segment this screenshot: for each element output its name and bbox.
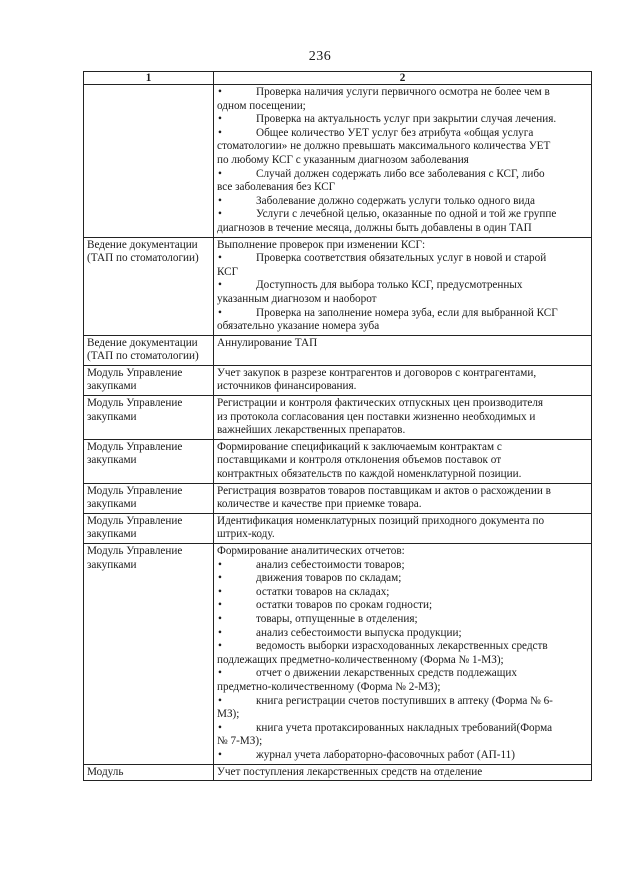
- text-line: одном посещении;: [217, 99, 306, 112]
- text-line: подлежащих предметно-количественному (Форма № 1-МЗ);: [217, 653, 504, 666]
- bullet-item: • остатки товаров по срокам годности;: [217, 599, 589, 613]
- text-line: поставщиками и контроля отклонения объемов поставок от: [217, 454, 502, 467]
- text-line: Формирование аналитических отчетов:: [217, 545, 405, 557]
- text-line: по любому КСГ с указанным диагнозом заболевания: [217, 153, 469, 166]
- section-name-cell: Модуль Управление закупками: [84, 544, 214, 765]
- table-row: [84, 764, 592, 781]
- bullet-item: • Проверка на актуальность услуг при закрытии случая лечения.: [217, 113, 589, 127]
- text-line: Регистрации и контроля фактических отпускных цен производителя: [217, 397, 544, 410]
- function-description-cell: [214, 396, 592, 440]
- text-line: контрактных обязательств по каждой номенклатурной позиции.: [217, 468, 522, 481]
- function-description-cell: [214, 544, 592, 765]
- function-description-cell: [214, 513, 592, 543]
- bullet-item: • Проверка на заполнение номера зуба, если для выбранной КСГ: [217, 307, 589, 321]
- bullet-item: • анализ себестоимости товаров;: [217, 559, 589, 573]
- table-row: [84, 513, 592, 543]
- text-line: № 7-МЗ);: [217, 735, 263, 748]
- text-line: диагнозов в течение месяца, должны быть добавлены в один ТАП: [217, 221, 532, 234]
- table-row: [84, 85, 592, 238]
- function-description-cell: [214, 365, 592, 395]
- table-row: [84, 483, 592, 513]
- requirements-table: [83, 71, 592, 781]
- text-line: МЗ);: [217, 708, 240, 721]
- text-line: КСГ: [217, 265, 239, 278]
- table-row: [84, 335, 592, 365]
- page-number: 236: [308, 49, 332, 64]
- text-line: источников финансирования.: [217, 380, 357, 393]
- bullet-item: • ведомость выборки израсходованных лекарственных средств: [217, 640, 589, 654]
- section-name-cell: [84, 85, 214, 238]
- text-line: штрих-коду.: [217, 528, 275, 541]
- text-line: важнейших лекарственных препаратов.: [217, 424, 406, 437]
- function-description-cell: [214, 85, 592, 238]
- text-line: все заболевания без КСГ: [217, 181, 336, 194]
- table-body: [84, 85, 592, 781]
- table-row: [84, 439, 592, 483]
- function-description-cell: [214, 764, 592, 781]
- bullet-item: • журнал учета лабораторно-фасовочных работ (АП-11): [217, 749, 589, 763]
- bullet-item: • отчет о движении лекарственных средств подлежащих: [217, 667, 589, 681]
- section-name-cell: Модуль Управление закупками: [84, 483, 214, 513]
- text-line: из протокола согласования цен поставки жизненно необходимых и: [217, 410, 536, 423]
- bullet-item: • анализ себестоимости выпуска продукции;: [217, 627, 589, 641]
- table-row: [84, 544, 592, 765]
- section-name-cell: Модуль Управление закупками: [84, 396, 214, 440]
- section-name-cell: Модуль Управление закупками: [84, 513, 214, 543]
- function-description-cell: [214, 439, 592, 483]
- table-row: [84, 237, 592, 335]
- text-line: стоматологии» не должно превышать максимального количества УЕТ: [217, 140, 551, 153]
- text-line: Идентификация номенклатурных позиций приходного документа по: [217, 514, 545, 527]
- text-line: указанным диагнозом и наоборот: [217, 292, 377, 305]
- text-line: Учет закупок в разрезе контрагентов и договоров с контрагентами,: [217, 366, 537, 379]
- section-name-cell: Ведение документации (ТАП по стоматологии): [84, 237, 214, 335]
- bullet-item: • Общее количество УЕТ услуг без атрибута «общая услуга: [217, 127, 589, 141]
- text-line: количестве и качестве при приемке товара.: [217, 498, 422, 511]
- section-name-cell: Модуль Управление закупками: [84, 439, 214, 483]
- function-description-cell: [214, 237, 592, 335]
- bullet-item: • Проверка наличия услуги первичного осмотра не более чем в: [217, 86, 589, 100]
- section-name-cell: Модуль: [84, 764, 214, 781]
- bullet-item: • движения товаров по складам;: [217, 572, 589, 586]
- section-name-cell: Модуль Управление закупками: [84, 365, 214, 395]
- column-header-1: 1: [84, 72, 214, 85]
- text-line: Аннулирование ТАП: [217, 336, 318, 349]
- function-description-cell: [214, 335, 592, 365]
- bullet-item: • Проверка соответствия обязательных услуг в новой и старой: [217, 252, 589, 266]
- bullet-item: • Услуги с лечебной целью, оказанные по одной и той же группе: [217, 208, 589, 222]
- text-line: предметно-количественному (Форма № 2-МЗ);: [217, 680, 441, 693]
- column-header-2: 2: [214, 72, 592, 85]
- bullet-item: • Случай должен содержать либо все заболевания с КСГ, либо: [217, 168, 589, 182]
- text-line: Выполнение проверок при изменении КСГ:: [217, 238, 426, 251]
- text-line: Учет поступления лекарственных средств на отделение: [217, 765, 483, 778]
- text-line: обязательно указание номера зуба: [217, 320, 380, 333]
- function-description-cell: [214, 483, 592, 513]
- text-line: Регистрация возвратов товаров поставщикам и актов о расхождении в: [217, 484, 551, 497]
- bullet-item: • товары, отпущенные в отделения;: [217, 613, 589, 627]
- table-row: [84, 396, 592, 440]
- bullet-item: • Заболевание должно содержать услуги только одного вида: [217, 195, 589, 209]
- table-header-row: [84, 72, 592, 85]
- section-name-cell: Ведение документации (ТАП по стоматологии): [84, 335, 214, 365]
- bullet-item: • Доступность для выбора только КСГ, предусмотренных: [217, 279, 589, 293]
- text-line: Формирование спецификаций к заключаемым контрактам с: [217, 440, 502, 453]
- table-row: [84, 365, 592, 395]
- bullet-item: • остатки товаров на складах;: [217, 586, 589, 600]
- bullet-item: • книга учета протаксированных накладных требований(Форма: [217, 722, 589, 736]
- bullet-item: • книга регистрации счетов поступивших в аптеку (Форма № 6-: [217, 695, 589, 709]
